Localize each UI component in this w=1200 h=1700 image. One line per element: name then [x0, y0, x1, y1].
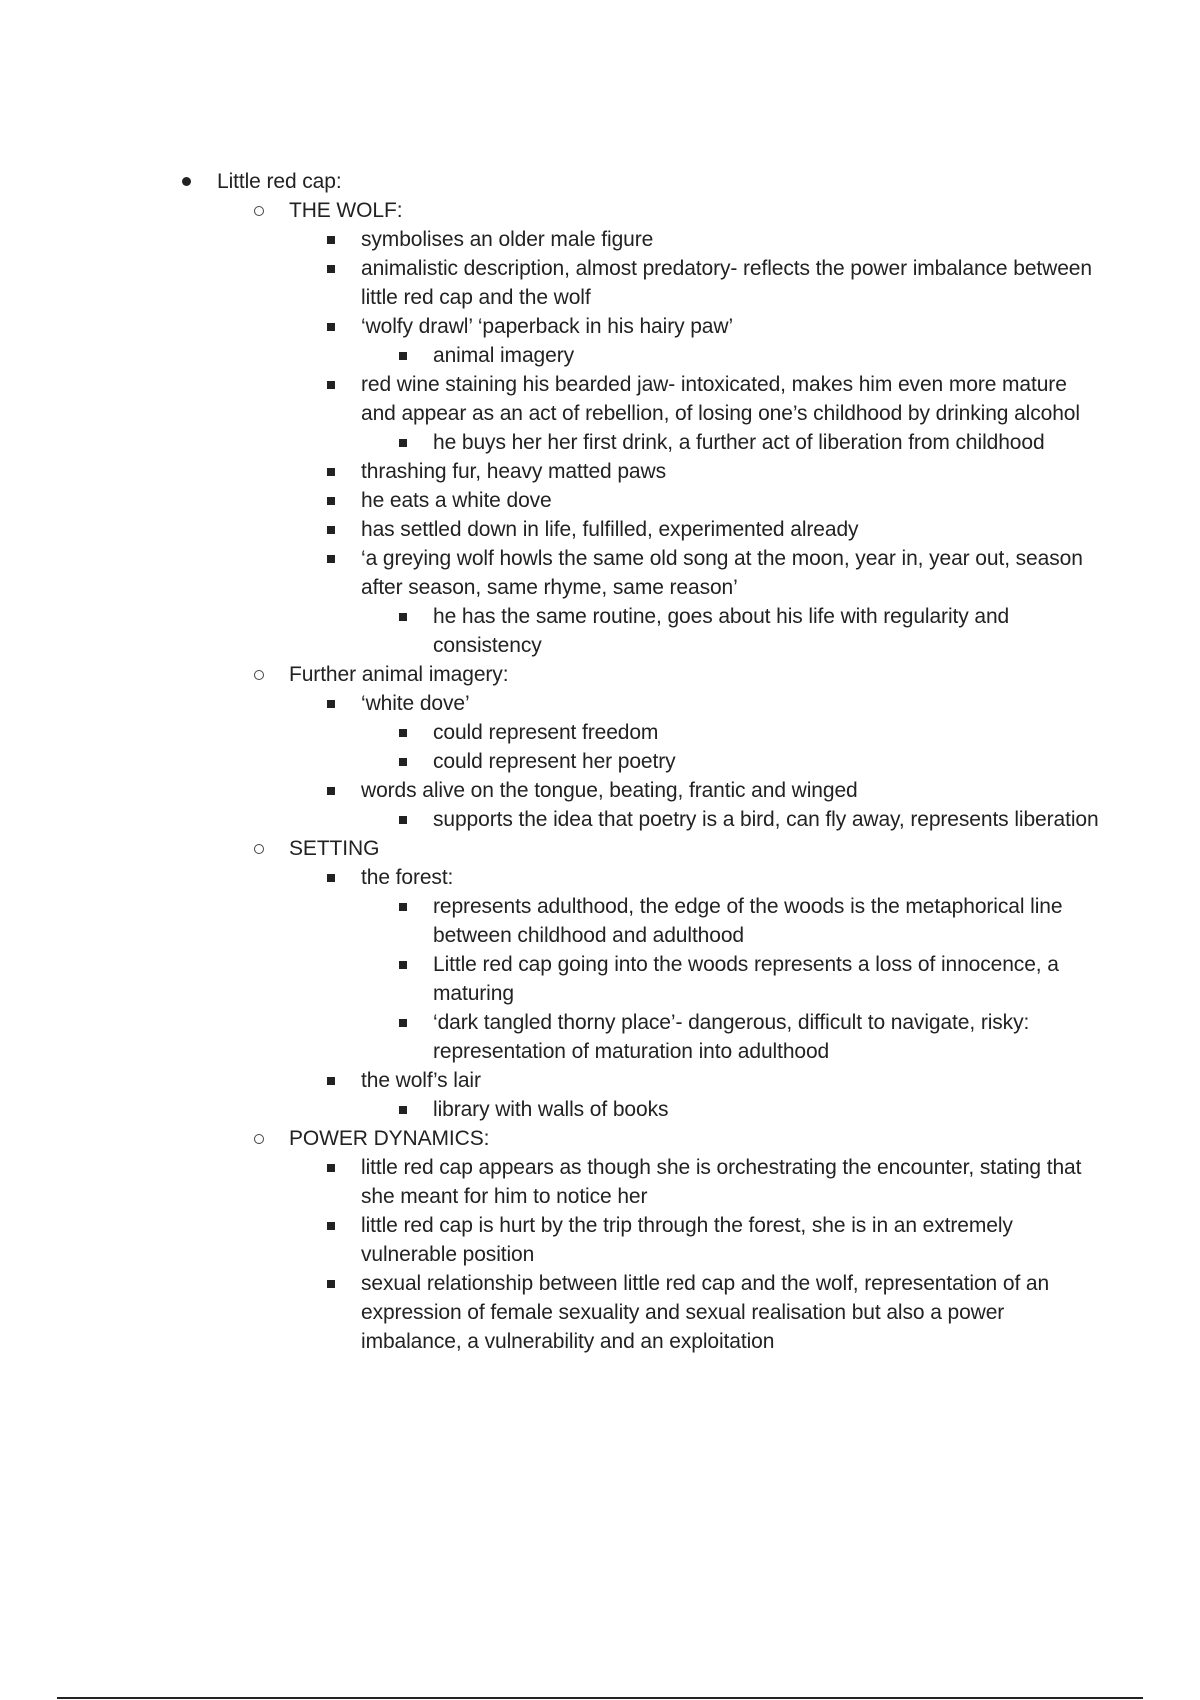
- bullet-square-icon: [325, 1153, 335, 1182]
- list-item: [325, 1066, 1100, 1124]
- list-item-text: ‘white dove’: [361, 692, 470, 715]
- sub-list-item: [397, 892, 1100, 950]
- sub-list-item: [397, 341, 1100, 370]
- bullet-square-icon: [325, 312, 335, 341]
- outline-level-4: [397, 718, 1100, 776]
- bullet-square-icon: [325, 776, 335, 805]
- list-item: [325, 225, 1100, 254]
- sub-list-item: [397, 1095, 1100, 1124]
- list-item: [325, 486, 1100, 515]
- list-item-text: little red cap appears as though she is orchestrating the encounter, stating that she meant for him to notice her: [361, 1156, 1082, 1208]
- sub-list-item-text: Little red cap going into the woods represents a loss of innocence, a maturing: [433, 953, 1059, 1005]
- sub-list-item-text: library with walls of books: [433, 1098, 669, 1121]
- outline-root-item: [180, 167, 1100, 1356]
- bullet-square-icon: [397, 602, 407, 631]
- outline-level-3: [325, 1153, 1100, 1356]
- sub-list-item: [397, 805, 1100, 834]
- section-setting: [252, 834, 1100, 1124]
- bullet-disc-icon: [180, 167, 191, 196]
- list-item: [325, 1153, 1100, 1211]
- sub-list-item-text: ‘dark tangled thorny place’- dangerous, difficult to navigate, risky: representation of maturation into adulthood: [433, 1011, 1030, 1063]
- section-the-wolf: [252, 196, 1100, 660]
- outline-level-3: [325, 225, 1100, 660]
- bullet-square-icon: [325, 370, 335, 399]
- sub-list-item-text: supports the idea that poetry is a bird, can fly away, represents liberation: [433, 808, 1099, 831]
- sub-list-item: [397, 602, 1100, 660]
- outline-level-4: [397, 892, 1100, 1066]
- bullet-square-icon: [325, 254, 335, 283]
- sub-list-item-text: represents adulthood, the edge of the woods is the metaphorical line between childhood and adulthood: [433, 895, 1063, 947]
- bullet-square-icon: [325, 863, 335, 892]
- list-item-text: little red cap is hurt by the trip through the forest, she is in an extremely vulnerable position: [361, 1214, 1013, 1266]
- bullet-square-icon: [397, 341, 407, 370]
- section-heading: SETTING: [289, 837, 380, 860]
- sub-list-item-text: he has the same routine, goes about his life with regularity and consistency: [433, 605, 1010, 657]
- bullet-square-icon: [325, 1066, 335, 1095]
- sub-list-item-text: he buys her her first drink, a further act of liberation from childhood: [433, 431, 1045, 454]
- list-item: [325, 863, 1100, 1066]
- list-item: [325, 515, 1100, 544]
- list-item-text: sexual relationship between little red cap and the wolf, representation of an expression of female sexuality and sexual realisation but also a power imbalance, a vulnerability and an exploitation: [361, 1272, 1050, 1353]
- notes-document: [180, 167, 1100, 1356]
- list-item-text: thrashing fur, heavy matted paws: [361, 460, 666, 483]
- list-item-text: the forest:: [361, 866, 454, 889]
- page-bottom-rule: [57, 1697, 1143, 1699]
- bullet-square-icon: [325, 689, 335, 718]
- bullet-square-icon: [325, 1211, 335, 1240]
- sub-list-item-text: animal imagery: [433, 344, 574, 367]
- bullet-square-icon: [397, 1008, 407, 1037]
- list-item: [325, 689, 1100, 776]
- list-item: [325, 1211, 1100, 1269]
- outline-level-2: [252, 196, 1100, 1356]
- bullet-square-icon: [397, 950, 407, 979]
- list-item: [325, 370, 1100, 457]
- bullet-square-icon: [397, 892, 407, 921]
- section-heading: Further animal imagery:: [289, 663, 509, 686]
- list-item: [325, 1269, 1100, 1356]
- list-item-text: he eats a white dove: [361, 489, 552, 512]
- bullet-circle-icon: [252, 834, 264, 863]
- sub-list-item-text: could represent her poetry: [433, 750, 676, 773]
- outline-level-4: [397, 602, 1100, 660]
- outline-level-4: [397, 805, 1100, 834]
- outline-level-4: [397, 1095, 1100, 1124]
- outline-level-4: [397, 428, 1100, 457]
- outline-level-1: [180, 167, 1100, 1356]
- bullet-square-icon: [397, 805, 407, 834]
- sub-list-item-text: could represent freedom: [433, 721, 659, 744]
- bullet-square-icon: [397, 747, 407, 776]
- list-item-text: ‘wolfy drawl’ ‘paperback in his hairy paw’: [361, 315, 734, 338]
- section-further-animal-imagery: [252, 660, 1100, 834]
- list-item-text: ‘a greying wolf howls the same old song at the moon, year in, year out, season after season, same rhyme, same reason’: [361, 547, 1083, 599]
- list-item: [325, 544, 1100, 660]
- bullet-square-icon: [325, 225, 335, 254]
- bullet-circle-icon: [252, 660, 264, 689]
- sub-list-item: [397, 1008, 1100, 1066]
- list-item: [325, 312, 1100, 370]
- list-item: [325, 457, 1100, 486]
- bullet-square-icon: [397, 718, 407, 747]
- bullet-square-icon: [325, 1269, 335, 1298]
- bullet-square-icon: [397, 1095, 407, 1124]
- bullet-circle-icon: [252, 196, 264, 225]
- section-power-dynamics: [252, 1124, 1100, 1356]
- list-item-text: symbolises an older male figure: [361, 228, 654, 251]
- sub-list-item: [397, 747, 1100, 776]
- section-heading: POWER DYNAMICS:: [289, 1127, 490, 1150]
- outline-level-4: [397, 341, 1100, 370]
- list-item-text: red wine staining his bearded jaw- intoxicated, makes him even more mature and appear as an act of rebellion, of losing one’s childhood by drinking alcohol: [361, 373, 1080, 425]
- bullet-square-icon: [325, 486, 335, 515]
- list-item-text: has settled down in life, fulfilled, experimented already: [361, 518, 859, 541]
- sub-list-item: [397, 428, 1100, 457]
- list-item-text: animalistic description, almost predatory- reflects the power imbalance between little red cap and the wolf: [361, 257, 1092, 309]
- list-item-text: words alive on the tongue, beating, frantic and winged: [361, 779, 858, 802]
- sub-list-item: [397, 718, 1100, 747]
- sub-list-item: [397, 950, 1100, 1008]
- bullet-square-icon: [325, 457, 335, 486]
- outline-level-3: [325, 863, 1100, 1124]
- document-title: Little red cap:: [217, 170, 342, 193]
- bullet-square-icon: [325, 544, 335, 573]
- list-item: [325, 254, 1100, 312]
- list-item: [325, 776, 1100, 834]
- bullet-square-icon: [397, 428, 407, 457]
- bullet-square-icon: [325, 515, 335, 544]
- section-heading: THE WOLF:: [289, 199, 403, 222]
- list-item-text: the wolf’s lair: [361, 1069, 481, 1092]
- outline-level-3: [325, 689, 1100, 834]
- bullet-circle-icon: [252, 1124, 264, 1153]
